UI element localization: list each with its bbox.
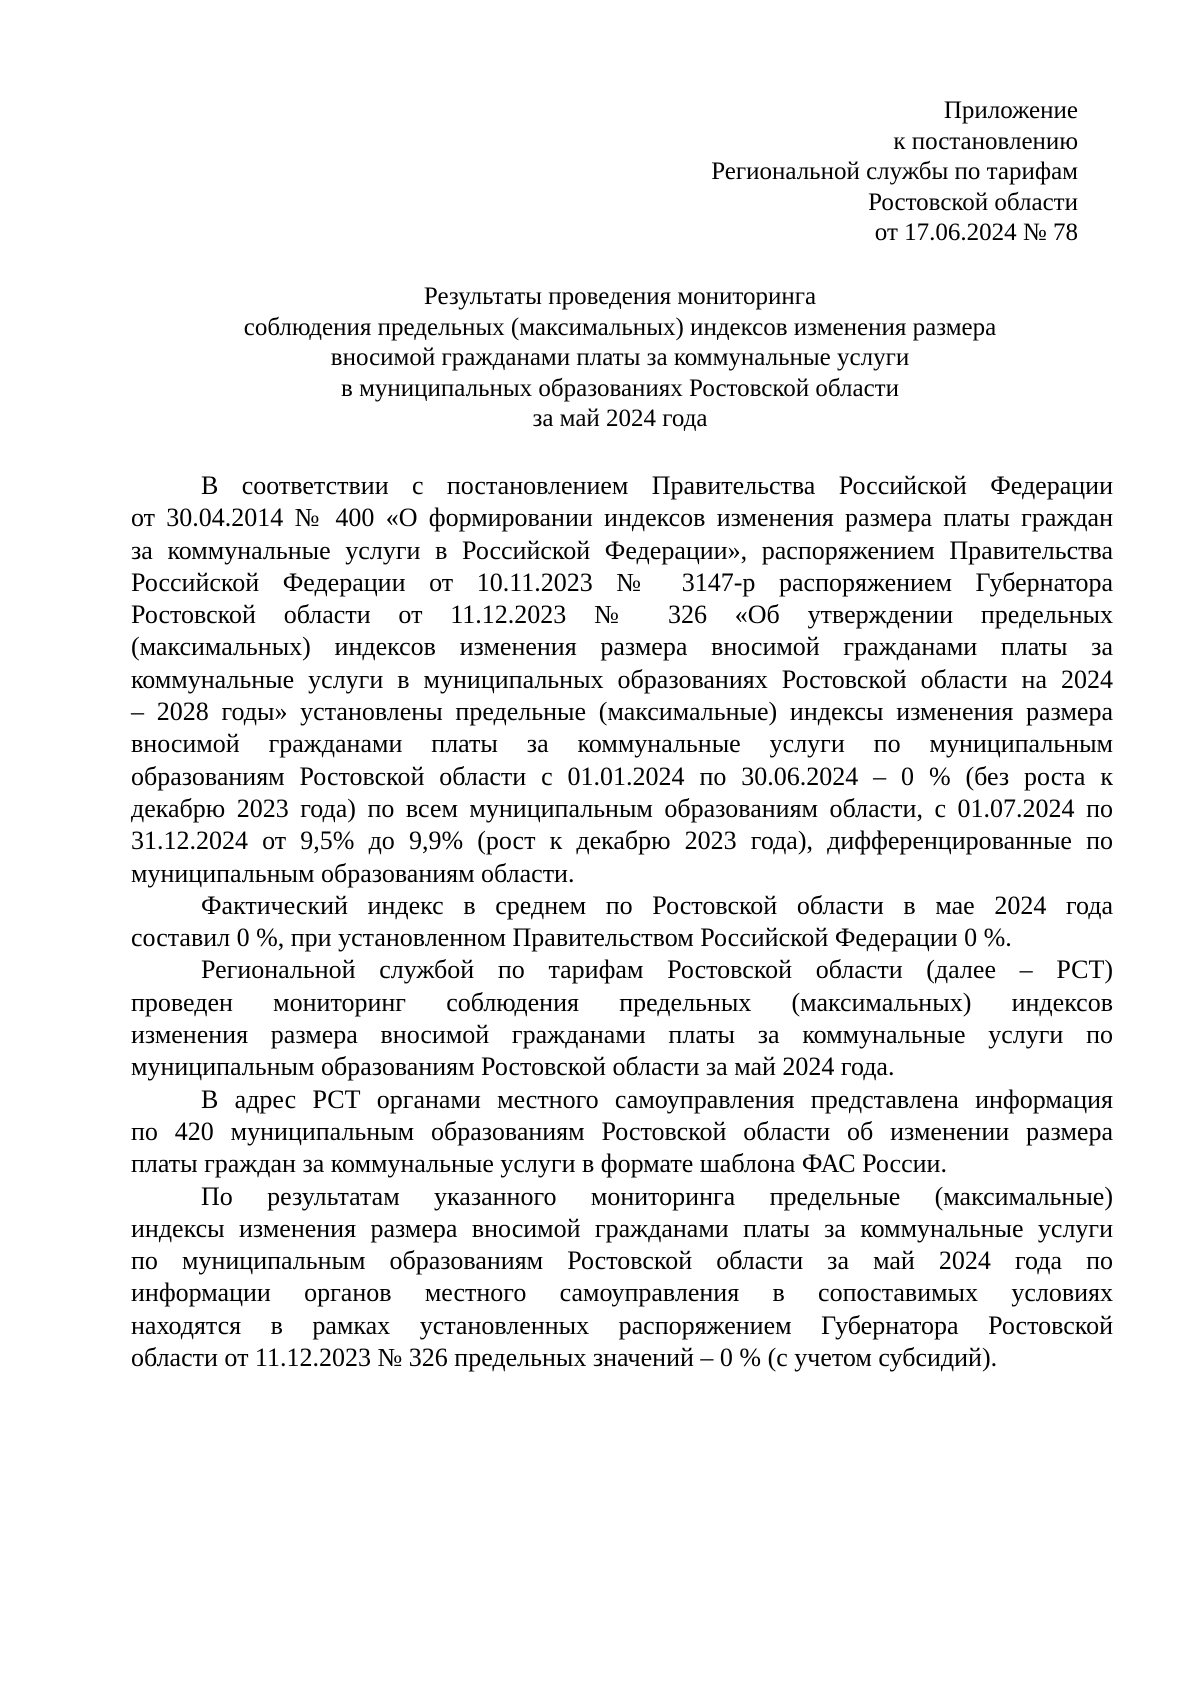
document-body	[131, 470, 1113, 1374]
title-line: в муниципальных образованиях Ростовской области	[341, 374, 899, 402]
text-line: области от 11.12.2023 № 326 предельных значений – 0 % (с учетом субсидий).	[131, 1343, 998, 1373]
approval-line: Ростовской области	[868, 188, 1078, 216]
title-line: соблюдения предельных (максимальных) индексов изменения размера	[243, 313, 997, 341]
text-line: коммунальные услуги в муниципальных образованиях Ростовской области на 2024	[131, 664, 1113, 694]
text-line: составил 0 %, при установленном Правительством Российской Федерации 0 %.	[131, 923, 1012, 953]
title-line: за май 2024 года	[532, 405, 708, 432]
text-line: вносимой гражданами платы за коммунальные услуги по муниципальным	[131, 729, 1113, 759]
text-line: информации органов местного самоуправления в сопоставимых условиях	[131, 1278, 1113, 1308]
text-line: муниципальным образованиям Ростовской области за май 2024 года.	[131, 1052, 895, 1082]
text-line: платы граждан за коммунальные услуги в формате шаблона ФАС России.	[131, 1149, 947, 1179]
text-line: по 420 муниципальным образованиям Ростовской области об изменении размера	[131, 1116, 1113, 1146]
text-line: муниципальным образованиям области.	[131, 858, 575, 888]
text-line: от 30.04.2014 № 400 «О формировании индексов изменения размера платы граждан	[131, 503, 1113, 533]
title-line: Результаты проведения мониторинга	[423, 283, 817, 310]
text-line: Ростовской области от 11.12.2023 № 326 «Об утверждении предельных	[131, 600, 1113, 630]
text-line: В соответствии с постановлением Правительства Российской Федерации	[201, 471, 1113, 500]
document-title	[160, 282, 1080, 435]
approval-line: Региональной службы по тарифам	[711, 158, 1078, 185]
text-line: проведен мониторинг соблюдения предельных (максимальных) индексов	[131, 987, 1113, 1017]
text-line: Региональной службой по тарифам Ростовской области (далее – РСТ)	[201, 955, 1113, 985]
text-line: (максимальных) индексов изменения размера вносимой гражданами платы за	[131, 632, 1113, 662]
text-line: по муниципальным образованиям Ростовской области за май 2024 года по	[131, 1246, 1113, 1276]
text-line: индексы изменения размера вносимой гражданами платы за коммунальные услуги	[131, 1213, 1113, 1243]
text-line: В адрес РСТ органами местного самоуправления представлена информация	[201, 1084, 1113, 1114]
text-line: Фактический индекс в среднем по Ростовской области в мае 2024 года	[201, 890, 1113, 920]
text-line: за коммунальные услуги в Российской Федерации», распоряжением Правительства	[131, 535, 1113, 565]
approval-line: к постановлению	[893, 127, 1078, 155]
text-line: 31.12.2024 от 9,5% до 9,9% (рост к декабрю 2023 года), дифференцированные по	[131, 826, 1113, 856]
paragraph	[131, 470, 1113, 890]
paragraph	[131, 954, 1113, 1083]
text-line: декабрю 2023 года) по всем муниципальным образованиям области, с 01.07.2024 по	[131, 793, 1113, 823]
text-line: По результатам указанного мониторинга предельные (максимальные)	[201, 1181, 1113, 1211]
paragraph	[131, 890, 1113, 955]
text-line: изменения размера вносимой гражданами платы за коммунальные услуги по	[131, 1020, 1113, 1050]
approval-line: Приложение	[943, 97, 1078, 124]
text-line: находятся в рамках установленных распоряжением Губернатора Ростовской	[131, 1310, 1113, 1340]
paragraph	[131, 1084, 1113, 1181]
text-line: образованиям Ростовской области с 01.01.2024 по 30.06.2024 – 0 % (без роста к	[131, 761, 1113, 791]
approval-block	[558, 96, 1078, 249]
paragraph	[131, 1181, 1113, 1375]
text-line: Российской Федерации от 10.11.2023 № 3147-р распоряжением Губернатора	[131, 567, 1113, 597]
title-line: вносимой гражданами платы за коммунальные услуги	[330, 344, 910, 371]
approval-line: от 17.06.2024 № 78	[874, 219, 1078, 246]
text-line: – 2028 годы» установлены предельные (максимальные) индексы изменения размера	[131, 697, 1113, 727]
